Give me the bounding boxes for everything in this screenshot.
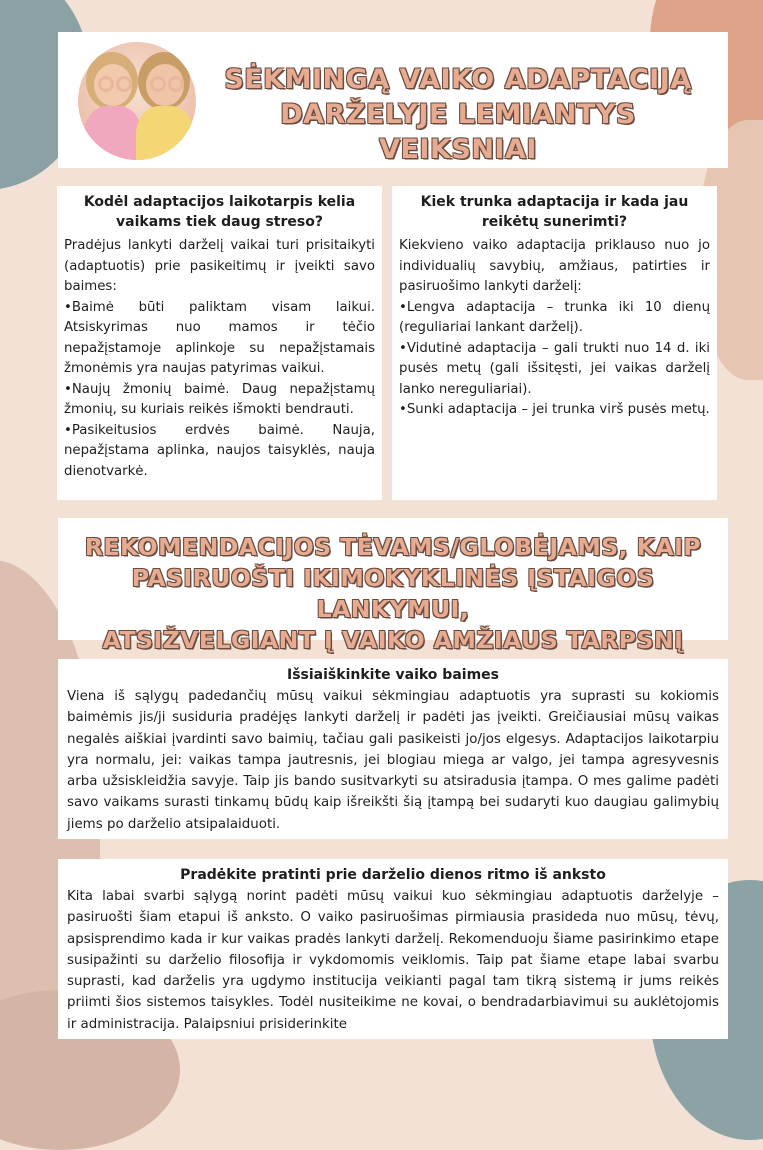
stress-box: [57, 186, 382, 500]
recommendations-title-line-1: REKOMENDACIJOS TĖVAMS/GLOBĖJAMS, KAIP: [84, 533, 702, 561]
page-title: [208, 62, 708, 167]
routine-section-body: Kita labai svarbi sąlygą norint padėti mūsų vaikui kuo sėkmingiau adaptuotis darželyje – pasiruošti šiam etapui iš anksto. O vaiko pasiruošimas pirmiausia prasideda nuo mūsų, tėvų, apsisprendimo kada ir kur vaikas pradės lankyti darželį. Rekomenduoju šiame pasirinkimo etape susipažinti su darželio filosofija ir vykdomomis veiklomis. Taip pat šiame etape labai svarbu suprasti, kad darželis yra ugdymo institucija veikianti pagal tam tikrą sistemą ir jums reikės priimti šios sistemos taisykles. Todėl nusiteikime ne kovai, o bendradarbiavimui su auklėtojomis ir administracija. Palaipsniui prisiderinkite: [67, 889, 719, 1032]
header-panel: [58, 32, 728, 168]
list-item: •Lengva adaptacija – trunka iki 10 dienų (reguliariai lankant darželį).: [399, 299, 710, 335]
page-title-line-1: SĖKMINGĄ VAIKO ADAPTACIJĄ: [224, 64, 692, 95]
recommendations-panel: [58, 518, 728, 654]
stress-box-title: Kodėl adaptacijos laikotarpis kelia vaikams tiek daug streso?: [83, 194, 356, 230]
duration-box: [392, 186, 717, 500]
list-item: •Sunki adaptacija – jei trunka virš pusės metų.: [399, 402, 710, 417]
stress-box-body: [64, 236, 375, 482]
list-item: •Naujų žmonių baimė. Daug nepažįstamų žmonių, su kuriais reikės išmokti bendrauti.: [64, 381, 375, 417]
page-title-line-2: DARŽELYJE LEMIANTYS VEIKSNIAI: [280, 99, 636, 165]
list-item: •Vidutinė adaptacija – gali trukti nuo 14 d. iki pusės metų (gali išsitęsti, jei vaikas darželį lanko nereguliariai).: [399, 340, 710, 397]
duration-box-body: [399, 236, 710, 421]
fears-section: [58, 659, 728, 839]
duration-box-intro: Kiekvieno vaiko adaptacija priklauso nuo jo individualių savybių, amžiaus, patirties ir pasiruošimo lankyti darželį:: [399, 238, 710, 294]
routine-section: [58, 859, 728, 1039]
recommendations-title-line-2: PASIRUOŠTI IKIMOKYKLINĖS ĮSTAIGOS LANKYMUI,: [131, 564, 655, 623]
recommendations-title-line-3: ATSIŽVELGIANT Į VAIKO AMŽIAUS TARPSNĮ: [102, 626, 684, 654]
fears-section-body: Viena iš sąlygų padedančių mūsų vaikui sėkmingiau adaptuotis yra suprasti su kokiomis baimėmis jis/ji susiduria pradėjęs lankyti darželį ir padėti jas įveikti. Greičiausiai mūsų vaikas negalės aiškiai įvardinti savo baimių, tačiau gali pasikeisti jo/jos elgesys. Adaptacijos laikotarpiu yra normalu, jei: vaikas tampa jautresnis, jei blogiau miega ar valgo, jei tampa agresyvesnis arba užsiskleidžia savyje. Taip jis bando susitvarkyti su atsiradusia įtampa. O mes galime padėti savo vaikams surasti tinkamų būdų kaip išreikšti šią įtampą bei sudaryti kuo daugiau galimybių jiems po darželio atsipalaiduoti.: [67, 689, 719, 832]
routine-section-title: Pradėkite pratinti prie darželio dienos ritmo iš anksto: [180, 867, 606, 883]
list-item: •Pasikeitusios erdvės baimė. Nauja, nepažįstama aplinka, naujos taisyklės, nauja dienotvarkė.: [64, 422, 375, 479]
fears-section-title: Išsiaiškinkite vaiko baimes: [287, 667, 499, 683]
list-item: •Baimė būti paliktam visam laikui. Atsiskyrimas nuo mamos ir tėčio nepažįstamoje aplinkoje su nepažįstamais žmonėmis yra naujas patyrimas vaikui.: [64, 299, 375, 376]
duration-box-title: Kiek trunka adaptacija ir kada jau reikėtų sunerimti?: [420, 194, 689, 230]
stress-box-intro: Pradėjus lankyti darželį vaikai turi prisitaikyti (adaptuotis) prie pasikeitimų ir įveikti savo baimes:: [64, 238, 375, 294]
children-photo: [78, 42, 196, 160]
recommendations-title: [58, 532, 728, 656]
